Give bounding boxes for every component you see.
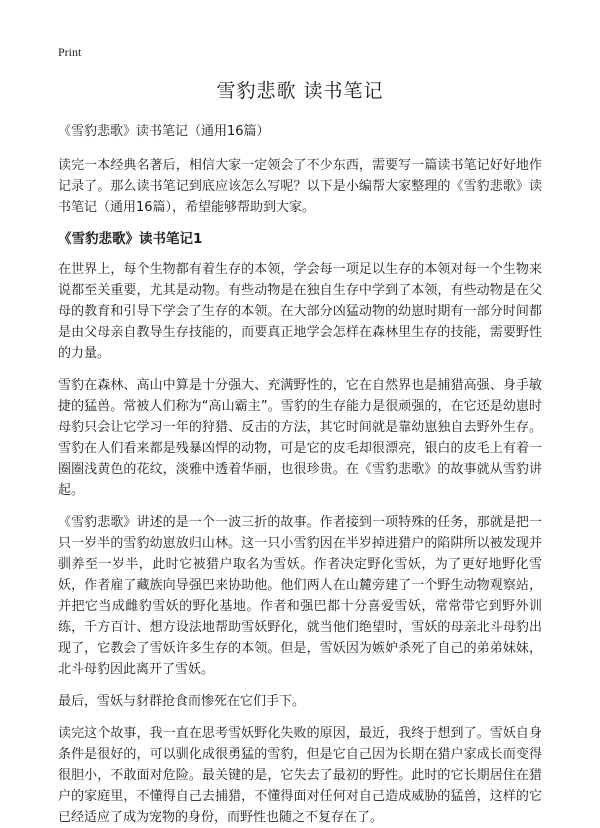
body-paragraph: 《雪豹悲歌》讲述的是一个一波三折的故事。作者接到一项特殊的任务，那就是把一只一岁半的雪豹幼崽放归山林。这一只小雪豹因在半岁掉进猎户的陷阱所以被发现并驯养至一岁半，此时它被猎户取名为雪妖。作者决定野化雪妖，为了更好地野化雪妖，作者雇了藏族向导强巴来协助他。他们两人在山麓旁建了一个野生动物观察站，并把它当成雌豹雪妖的野化基地。作者和强巴都十分喜爱雪妖，常常带它到野外训练，千方百计、想方设法地帮助雪妖野化，就当他们绝望时，雪妖的母亲北斗母豹出现了，它教会了雪妖许多生存的本领。但是，雪妖因为嫉妒杀死了自己的弟弟妹妹，北斗母豹因此离开了雪妖。 [58,515,542,677]
document-subtitle: 《雪豹悲歌》读书笔记（通用16篇） [58,124,270,139]
body-paragraph: 雪豹在森林、高山中算是十分强大、充满野性的，它在自然界也是捕猎高强、身手敏捷的猛兽。常被人们称为“高山霸主”。雪豹的生存能力是很顽强的，在它还是幼崽时母豹只会让它学习一年的狩猎、反击的方法，其它时间就是靠幼崽独自去野外生存。雪豹在人们看来都是残暴凶悍的动物，可是它的皮毛却很漂亮，银白的皮毛上有着一圈圈浅黄色的花纹，淡雅中透着华丽，也很珍贵。在《雪豹悲歌》的故事就从雪豹讲起。 [58,378,542,498]
body-paragraph: 在世界上，每个生物都有着生存的本领，学会每一项足以生存的本领对每一个生物来说都至关重要，尤其是动物。有些动物是在独自生存中学到了本领，有些动物是在父母的教育和引导下学会了生存的本领。在大部分凶猛动物的幼崽时期有一部分时间都是由父母亲自教导生存技能的，而要真正地学会怎样在森林里生存的技能，需要野性的力量。 [58,262,542,361]
body-paragraph: 读完这个故事，我一直在思考雪妖野化失败的原因，最近，我终于想到了。雪妖自身条件是很好的，可以驯化成很勇猛的雪豹，但是它自己因为长期在猎户家成长而变得很胆小，不敢面对危险。最关键的是，它失去了最初的野性。此时的它长期居住在猎户的家庭里，不懂得自己去捕猎，不懂得面对任何对自己造成威胁的猛兽，这样的它已经适应了成为宠物的身份，而野性也随之不复存在了。 [58,726,542,825]
body-paragraph: 最后，雪妖与豺群抢食而惨死在它们手下。 [58,694,306,709]
intro-paragraph: 读完一本经典名著后，相信大家一定领会了不少东西，需要写一篇读书笔记好好地作记录了。那么读书笔记到底应该怎么写呢？以下是小编帮大家整理的《雪豹悲歌》读书笔记（通用16篇），希望能够帮助到大家。 [58,158,542,215]
page-title: 雪豹悲歌 读书笔记 [216,80,384,102]
section-heading: 《雪豹悲歌》读书笔记1 [58,231,203,247]
print-label: Print [58,45,82,59]
